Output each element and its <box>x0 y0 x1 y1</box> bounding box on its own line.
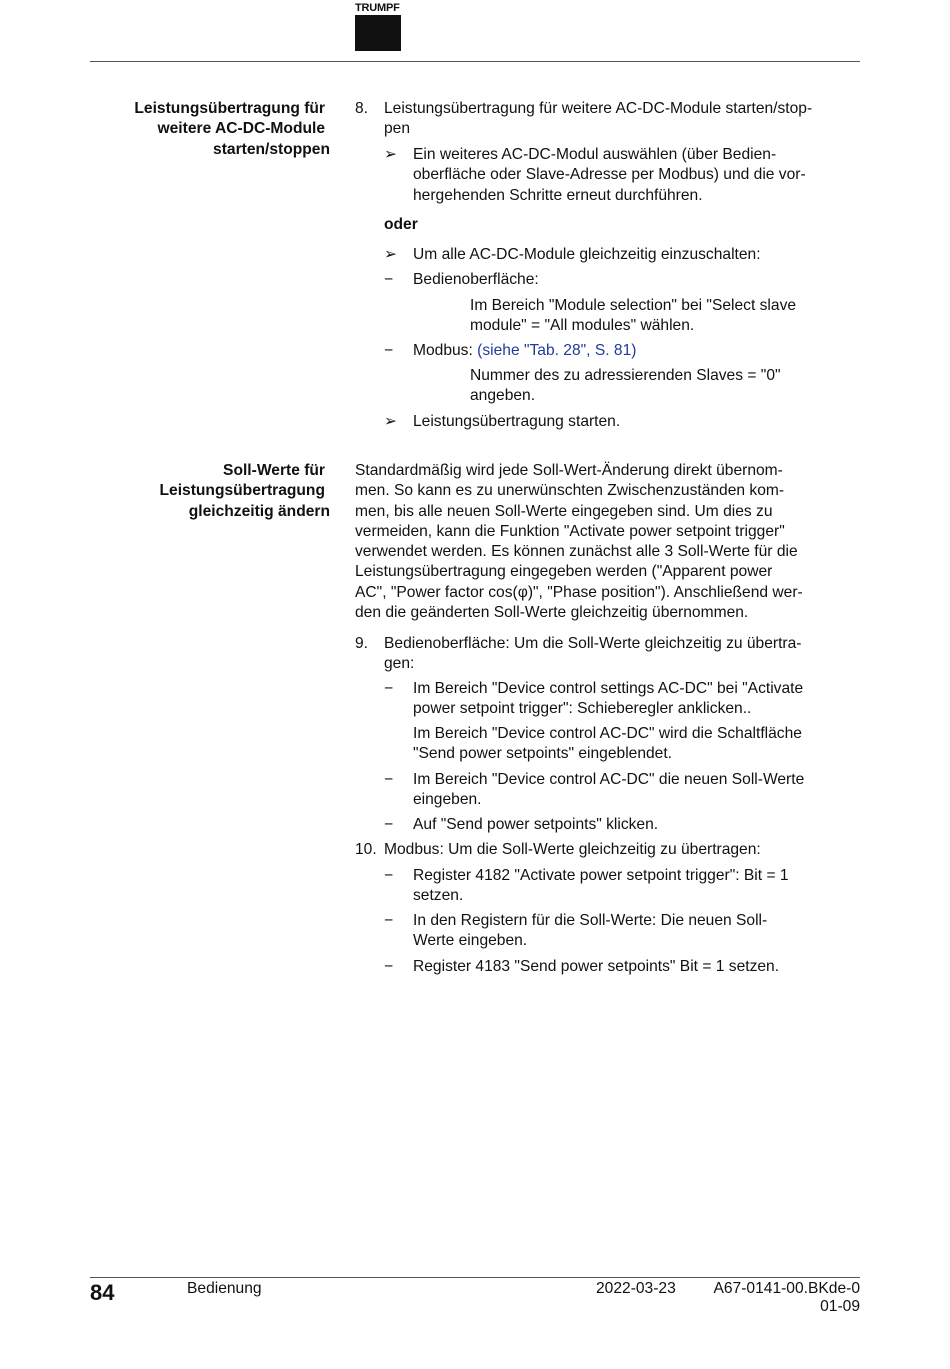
dash-item-sub: Im Bereich "Module selection" bei "Select slave module" = "All modules" wählen. <box>470 297 797 335</box>
step-text: Leistungsübertragung für weitere AC-DC-Module starten/stop- pen <box>384 100 813 138</box>
dash-bullet: − <box>384 342 394 359</box>
side-heading-2-line2: Leistungsübertragung <box>159 482 325 499</box>
dash-bullet: − <box>384 912 394 929</box>
dash-bullet: − <box>384 867 394 884</box>
step-number: 9. <box>355 635 369 652</box>
dash-item: Bedienoberfläche: <box>413 271 539 288</box>
document-date: 2022-03-23 <box>596 1280 676 1297</box>
table-reference-link[interactable]: (siehe "Tab. 28", S. 81) <box>477 342 637 359</box>
brand-logo-text: TRUMPF <box>355 2 400 14</box>
document-id: A67-0141-00.BKde-0 01-09 <box>713 1280 860 1315</box>
chapter-title: Bedienung <box>187 1280 262 1297</box>
header-rule <box>90 61 860 62</box>
dash-item: Im Bereich "Device control settings AC-DC" bei "Activate power setpoint trigger": Schieberegler anklicken.. <box>413 680 804 718</box>
footer-rule <box>90 1277 860 1278</box>
dash-bullet: − <box>384 816 394 833</box>
side-heading-2: Soll-Werte für <box>223 462 325 479</box>
dash-bullet: − <box>384 271 394 288</box>
brand-logo <box>355 15 401 51</box>
arrow-bullet: ➢ <box>384 413 398 430</box>
arrow-item: Ein weiteres AC-DC-Modul auswählen (über Bedien- oberfläche oder Slave-Adresse per Modbus) und die vor- hergehenden Schritte erneut durchführen. <box>413 146 806 204</box>
dash-item-note: Im Bereich "Device control AC-DC" wird die Schaltfläche "Send power setpoints" eingeblendet. <box>413 725 802 763</box>
dash-item-sub: Nummer des zu adressierenden Slaves = "0" angeben. <box>470 367 781 405</box>
arrow-item: Leistungsübertragung starten. <box>413 413 621 430</box>
intro-paragraph: Standardmäßig wird jede Soll-Wert-Änderung direkt übernom- men. So kann es zu unerwünschten Zwischenzuständen kom- men, bis alle neuen Soll-Werte eingegeben sind. Um dies zu vermeiden, kann die Funktion "Activate power setpoint trigger" verwendet werden. Es können zunächst alle 3 Soll-Werte für die Leistungsübertragung eingegeben werden ("Apparent power AC", "Power factor cos(φ)", "Phase position"). Anschließend wer- den die geänderten Soll-Werte gleichzeitig übernommen. <box>355 462 803 622</box>
arrow-bullet: ➢ <box>384 146 398 163</box>
oder-label: oder <box>384 216 418 233</box>
dash-item: Auf "Send power setpoints" klicken. <box>413 816 659 833</box>
side-heading-2-line3: gleichzeitig ändern <box>188 503 330 520</box>
side-heading-1-line3: starten/stoppen <box>213 141 330 158</box>
dash-item: Register 4182 "Activate power setpoint trigger": Bit = 1 setzen. <box>413 867 789 905</box>
step-number: 10. <box>355 841 377 858</box>
dash-item: Im Bereich "Device control AC-DC" die neuen Soll-Werte eingeben. <box>413 771 805 809</box>
step-text: Bedienoberfläche: Um die Soll-Werte gleichzeitig zu übertra- gen: <box>384 635 802 673</box>
step-text: Modbus: Um die Soll-Werte gleichzeitig zu übertragen: <box>384 841 761 858</box>
side-heading-1: Leistungsübertragung für weitere AC-DC-Module <box>134 100 325 138</box>
dash-bullet: − <box>384 680 394 697</box>
dash-bullet: − <box>384 771 394 788</box>
page-number: 84 <box>90 1280 115 1305</box>
step-number: 8. <box>355 100 369 117</box>
arrow-bullet: ➢ <box>384 246 398 263</box>
dash-item: Register 4183 "Send power setpoints" Bit = 1 setzen. <box>413 958 780 975</box>
dash-item: Modbus: (siehe "Tab. 28", S. 81) <box>413 342 637 359</box>
dash-bullet: − <box>384 958 394 975</box>
dash-item: In den Registern für die Soll-Werte: Die neuen Soll- Werte eingeben. <box>413 912 768 950</box>
arrow-item: Um alle AC-DC-Module gleichzeitig einzuschalten: <box>413 246 761 263</box>
